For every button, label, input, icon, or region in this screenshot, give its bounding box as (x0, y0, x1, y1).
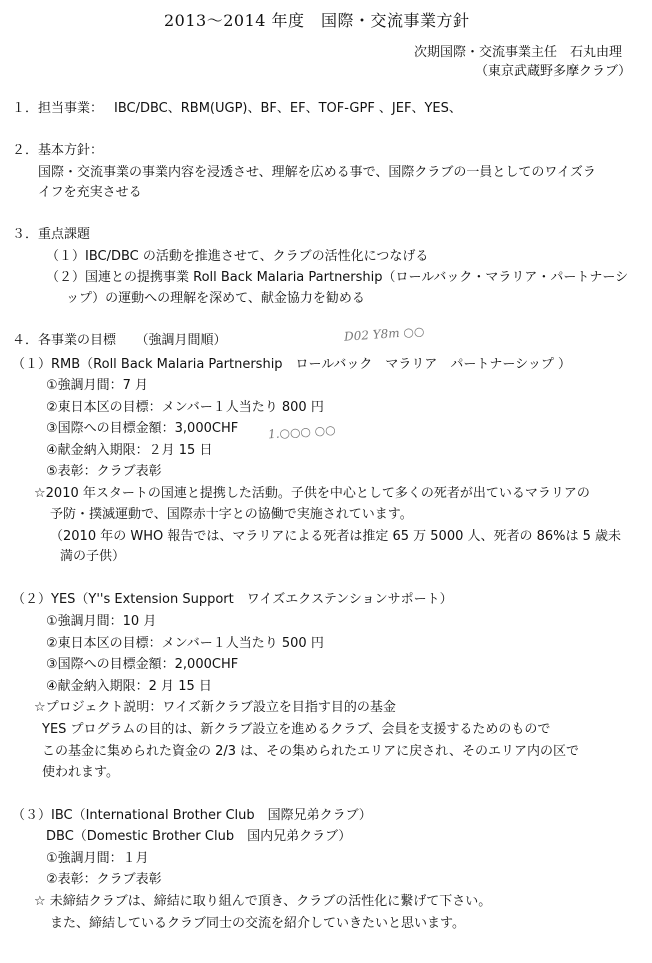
handwritten-note: 1.○○○ ○○ (267, 422, 337, 442)
ibc-title: （３）IBC（International Brother Club 国際兄弟クラブ） (12, 808, 372, 823)
dbc-subtitle: DBC（Domestic Brother Club 国内兄弟クラブ） (46, 829, 352, 844)
handwritten-note: D02 Y8m ○○ (343, 324, 425, 344)
section-2-line: 国際・交流事業の事業内容を浸透させ、理解を広める事で、国際クラブの一員としてのワイズラ (38, 165, 596, 180)
yes-title: （２）YES（Y''s Extension Support ワイズエクステンションサポート） (12, 592, 453, 607)
ibc-item: ②表彰：クラブ表彰 (46, 872, 162, 887)
yes-item: ①強調月間：10 月 (46, 614, 157, 629)
section-1-heading: １．担当事業： (12, 101, 104, 116)
section-1-text: IBC/DBC、RBM(UGP)、BF、EF、TOF-GPF 、JEF、YES、 (114, 101, 462, 116)
section-3-line: （１）IBC/DBC の活動を推進させて、クラブの活性化につなげる (46, 249, 429, 264)
rmb-title: （１）RMB（Roll Back Malaria Partnership ロールバック マラリア パートナーシップ ） (12, 357, 571, 372)
section-3-line: （２）国連との提携事業 Roll Back Malaria Partnership（ロールバック・マラリア・パートナーシ (46, 270, 629, 285)
rmb-note: ☆2010 年スタートの国連と提携した活動。子供を中心として多くの死者が出ているマラリアの (34, 486, 590, 501)
rmb-item: ④献金納入期限：２月 15 日 (46, 443, 213, 458)
ibc-item: ①強調月間：１月 (46, 851, 149, 866)
yes-note: YES プログラムの目的は、新クラブ設立を進めるクラブ、会員を支援するためのもので (42, 722, 551, 737)
rmb-item: ③国際への目標金額：3,000CHF (46, 421, 239, 436)
yes-note: 使われます。 (42, 765, 119, 780)
ibc-note: ☆ 未締結クラブは、締結に取り組んで頂き、クラブの活性化に繋げて下さい。 (34, 894, 492, 909)
section-2-heading: ２．基本方針： (12, 143, 104, 158)
rmb-item: ②東日本区の目標：メンバー１人当たり 800 円 (46, 400, 324, 415)
section-4-heading: ４．各事業の目標 （強調月間順） (12, 333, 227, 348)
author-club: （東京武蔵野多摩クラブ） (475, 64, 632, 79)
section-2-line: イフを充実させる (38, 185, 142, 200)
yes-item: ④献金納入期限：2 月 15 日 (46, 679, 212, 694)
yes-item: ③国際への目標金額：2,000CHF (46, 657, 239, 672)
page-title: 2013〜2014 年度 国際・交流事業方針 (164, 11, 470, 30)
ibc-note: また、締結しているクラブ同士の交流を紹介していきたいと思います。 (50, 916, 465, 931)
section-3-line: ップ）の運動への理解を深めて、献金協力を勧める (66, 291, 365, 306)
author-line: 次期国際・交流事業主任 石丸由理 (414, 45, 623, 60)
rmb-item: ⑤表彰：クラブ表彰 (46, 464, 162, 479)
section-3-heading: ３．重点課題 (12, 227, 91, 242)
rmb-note: 満の子供） (60, 549, 126, 564)
rmb-note: （2010 年の WHO 報告では、マラリアによる死者は推定 65 万 5000 人、死者の 86%は 5 歳未 (50, 529, 622, 544)
yes-note: ☆プロジェクト説明：ワイズ新クラブ設立を目指す目的の基金 (34, 700, 396, 715)
yes-note: この基金に集められた資金の 2/3 は、その集められたエリアに戻され、そのエリア内の区で (42, 744, 579, 759)
rmb-item: ①強調月間：7 月 (46, 378, 149, 393)
yes-item: ②東日本区の目標：メンバー１人当たり 500 円 (46, 636, 324, 651)
rmb-note: 予防・撲滅運動で、国際赤十字との協働で実施されています。 (50, 507, 413, 522)
